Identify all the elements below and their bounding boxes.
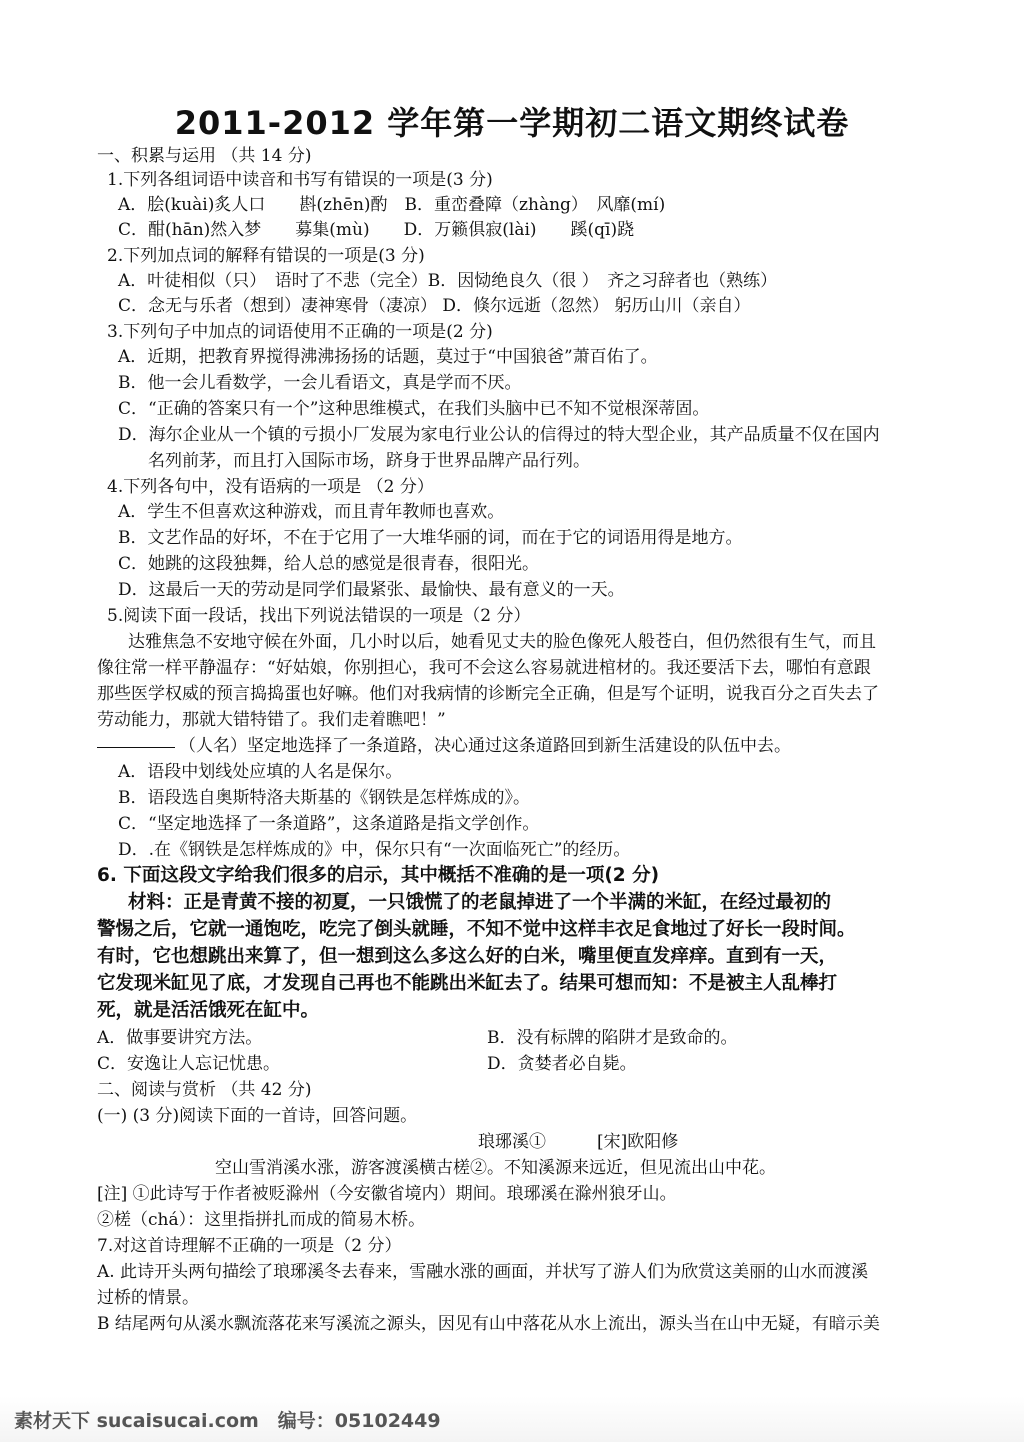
q5-fill-blank-text: （人名）坚定地选择了一条道路，决心通过这条道路回到新生活建设的队伍中去。 (179, 736, 791, 756)
q7-option-a: A. 此诗开头两句描绘了琅琊溪冬去春来，雪融水涨的画面，并状写了游人们为欣赏这美丽的山水而渡溪 (97, 1262, 869, 1282)
section-one-heading: 一、积累与运用 （共 14 分) (97, 146, 312, 166)
question-4: 4.下列各句中，没有语病的一项是 （2 分） (107, 477, 434, 497)
poem-instruction: (一) (3 分)阅读下面的一首诗，回答问题。 (97, 1106, 418, 1126)
q6-material-line-5: 死，就是活活饿死在缸中。 (97, 1000, 320, 1021)
q6-option-b: B．没有标牌的陷阱才是致命的。 (487, 1028, 738, 1048)
q3-option-d-cont: 名列前茅，而且打入国际市场，跻身于世界品牌产品行列。 (148, 451, 590, 471)
watermark-bar (0, 1396, 1024, 1442)
q5-passage-line-2: 像往常一样平静温存：“好姑娘，你别担心，我可不会这么容易就进棺材的。我还要活下去，哪怕有意跟 (97, 658, 871, 678)
q6-material-line-2: 警惕之后，它就一通饱吃，吃完了倒头就睡，不知不觉中这样丰衣足食地过了好长一段时间。 (97, 919, 856, 940)
q6-material-line-4: 它发现米缸见了底，才发现自己再也不能跳出米缸去了。结果可想而知：不是被主人乱棒打 (97, 973, 838, 994)
q1-options-cd: C．酣(hān)然入梦 募集(mù) D．万籁俱寂(lài) 蹊(qī)跷 (118, 220, 635, 240)
q5-passage-line-1: 达雅焦急不安地守候在外面，几小时以后，她看见丈夫的脸色像死人般苍白，但仍然很有生气，而且 (128, 632, 876, 652)
q3-option-b: B．他一会儿看数学，一会儿看语文，真是学而不厌。 (118, 373, 522, 393)
q5-passage-line-4: 劳动能力，那就大错特错了。我们走着瞧吧！” (97, 710, 446, 730)
q4-option-b: B．文艺作品的好坏，不在于它用了一大堆华丽的词，而在于它的词语用得是地方。 (118, 528, 743, 548)
q2-options-cd: C．念无与乐者（想到）凄神寒骨（凄凉） D．倏尔远逝（忽然） 躬历山川（亲自） (118, 296, 751, 316)
poem-title: 琅琊溪① [宋]欧阳修 (478, 1132, 679, 1152)
q6-options-row-1 (97, 1026, 738, 1050)
question-5: 5.阅读下面一段话，找出下列说法错误的一项是（2 分） (107, 606, 531, 626)
q4-option-c: C．她跳的这段独舞，给人总的感觉是很青春，很阳光。 (118, 554, 540, 574)
q5-option-c: C．“坚定地选择了一条道路”，这条道路是指文学创作。 (118, 814, 540, 834)
q4-option-d: D．这最后一天的劳动是同学们最紧张、最愉快、最有意义的一天。 (118, 580, 625, 600)
question-2: 2.下列加点词的解释有错误的一项是(3 分) (107, 246, 425, 266)
question-6: 6. 下面这段文字给我们很多的启示，其中概括不准确的是一项(2 分) (97, 865, 660, 886)
poem-note-1: [注] ①此诗写于作者被贬滁州（今安徽省境内）期间。琅琊溪在滁州狼牙山。 (97, 1184, 677, 1204)
answer-blank (97, 747, 175, 748)
q6-material-line-3: 有时，它也想跳出来算了，但一想到这么多这么好的白米，嘴里便直发痒痒。直到有一天， (97, 946, 838, 967)
q5-option-a: A．语段中划线处应填的人名是保尔。 (118, 762, 403, 782)
q1-options-ab: A．脍(kuài)炙人口 斟(zhēn)酌 B．重峦叠障（zhàng） 风靡(mí) (118, 195, 666, 215)
question-7: 7.对这首诗理解不正确的一项是（2 分） (97, 1236, 402, 1256)
poem-text: 空山雪消溪水涨，游客渡溪横古槎②。不知溪源来远近，但见流出山中花。 (215, 1158, 776, 1178)
section-two-heading: 二、阅读与赏析 （共 42 分) (97, 1080, 312, 1100)
q5-option-d: D．.在《钢铁是怎样炼成的》中，保尔只有“一次面临死亡”的经历。 (118, 840, 631, 860)
q3-option-d: D．海尔企业从一个镇的亏损小厂发展为家电行业公认的信得过的特大型企业，其产品质量不仅在国内 (118, 425, 880, 445)
q6-options-row-2 (97, 1052, 637, 1076)
q5-option-b: B．语段选自奥斯特洛夫斯基的《钢铁是怎样炼成的》。 (118, 788, 530, 808)
q2-options-ab: A．叶徒相似（只） 语时了不悲（完全）B．因恸绝良久（很 ） 齐之习辞者也（熟练） (118, 271, 778, 291)
q5-passage-line-3: 那些医学权威的预言捣捣蛋也好嘛。他们对我病情的诊断完全正确，但是写个证明，说我百分之百失去了 (97, 684, 879, 704)
q6-option-c: C．安逸让人忘记忧患。 (97, 1054, 281, 1074)
poem-note-2: ②槎（chá）：这里指拼扎而成的简易木桥。 (97, 1210, 426, 1230)
exam-title: 2011-2012 学年第一学期初二语文期终试卷 (174, 104, 850, 142)
watermark-text: 素材天下 sucaisucai.com 编号：05102449 (14, 1410, 441, 1432)
q5-fill-blank-line (97, 734, 791, 758)
q7-option-a-cont: 过桥的情景。 (97, 1288, 199, 1308)
q3-option-c: C．“正确的答案只有一个”这种思维模式，在我们头脑中已不知不觉根深蒂固。 (118, 399, 710, 419)
q7-option-b: B 结尾两句从溪水飘流落花来写溪流之源头，因见有山中落花从水上流出，源头当在山中无疑，有暗示美 (97, 1314, 880, 1334)
q3-option-a: A．近期，把教育界搅得沸沸扬扬的话题，莫过于“中国狼爸”萧百佑了。 (118, 347, 658, 367)
q6-material-line-1: 材料：正是青黄不接的初夏，一只饿慌了的老鼠掉进了一个半满的米缸，在经过最初的 (128, 892, 832, 913)
question-3: 3.下列句子中加点的词语使用不正确的一项是(2 分) (107, 322, 493, 342)
q6-option-d: D．贪婪者必自毙。 (487, 1054, 637, 1074)
q4-option-a: A．学生不但喜欢这种游戏，而且青年教师也喜欢。 (118, 502, 505, 522)
question-1: 1.下列各组词语中读音和书写有错误的一项是(3 分) (107, 170, 493, 190)
q6-option-a: A．做事要讲究方法。 (97, 1028, 263, 1048)
